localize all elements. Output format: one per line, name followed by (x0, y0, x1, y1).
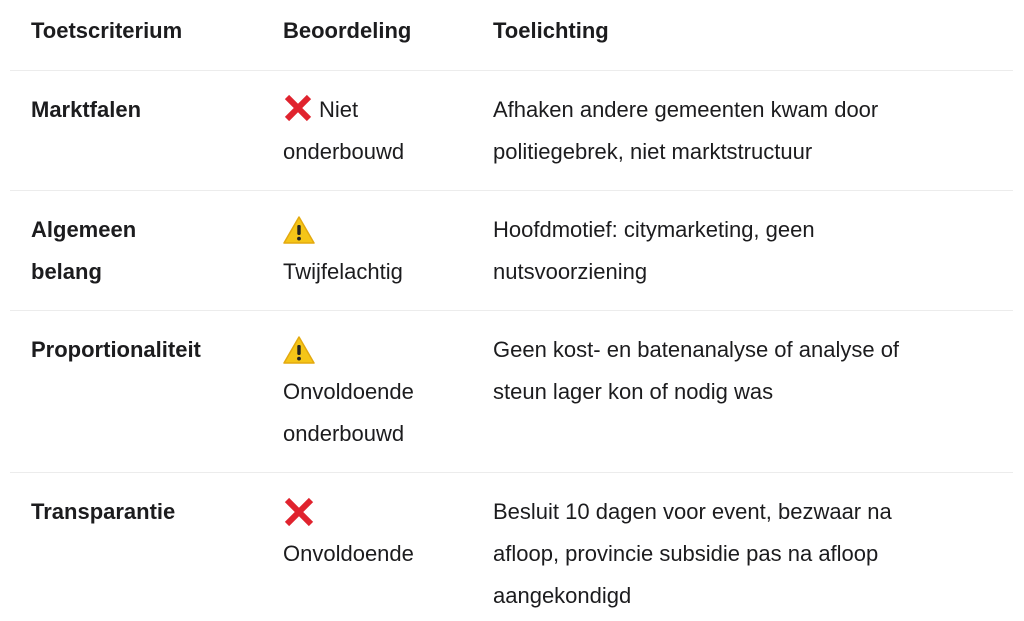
warning-icon (283, 215, 315, 245)
rating-text: Onvoldoende (283, 379, 414, 404)
explanation-cell (493, 329, 1003, 413)
criterion-text: belang (31, 259, 102, 284)
table-header-row (10, 0, 1013, 71)
explanation-text: politiegebrek, niet marktstructuur (493, 139, 813, 164)
criterion-cell (31, 209, 261, 293)
explanation-text: aangekondigd (493, 583, 632, 608)
rating-cell (283, 329, 473, 455)
header-explanation: Toelichting (493, 18, 609, 43)
table-row (10, 473, 1013, 621)
explanation-text: Geen kost- en batenanalyse of analyse of (493, 337, 900, 362)
cross-icon (283, 497, 315, 527)
criterion-text: Algemeen (31, 217, 137, 242)
criterion-cell: Proportionaliteit (31, 337, 201, 362)
explanation-text: Hoofdmotief: citymarketing, geen (493, 217, 815, 242)
explanation-text: steun lager kon of nodig was (493, 379, 774, 404)
rating-text: Onvoldoende (283, 541, 414, 566)
cross-icon (283, 93, 313, 123)
rating-text: Niet (319, 97, 359, 122)
table-row (10, 311, 1013, 473)
rating-cell (283, 491, 473, 575)
header-rating: Beoordeling (283, 18, 412, 43)
explanation-cell (493, 89, 1003, 173)
rating-text: Twijfelachtig (283, 259, 403, 284)
explanation-cell (493, 491, 1003, 617)
rating-text: onderbouwd (283, 139, 405, 164)
rating-cell (283, 89, 473, 173)
explanation-text: afloop, provincie subsidie pas na afloop (493, 541, 879, 566)
rating-text: onderbouwd (283, 421, 405, 446)
assessment-table (10, 0, 1013, 621)
explanation-cell (493, 209, 1003, 293)
criterion-cell: Transparantie (31, 499, 176, 524)
explanation-text: Afhaken andere gemeenten kwam door (493, 97, 879, 122)
explanation-text: nutsvoorziening (493, 259, 648, 284)
warning-icon (283, 335, 315, 365)
explanation-text: Besluit 10 dagen voor event, bezwaar na (493, 499, 892, 524)
header-criterion: Toetscriterium (31, 18, 183, 43)
rating-cell (283, 209, 473, 293)
table-row (10, 71, 1013, 191)
criterion-cell: Marktfalen (31, 97, 142, 122)
table-row (10, 191, 1013, 311)
